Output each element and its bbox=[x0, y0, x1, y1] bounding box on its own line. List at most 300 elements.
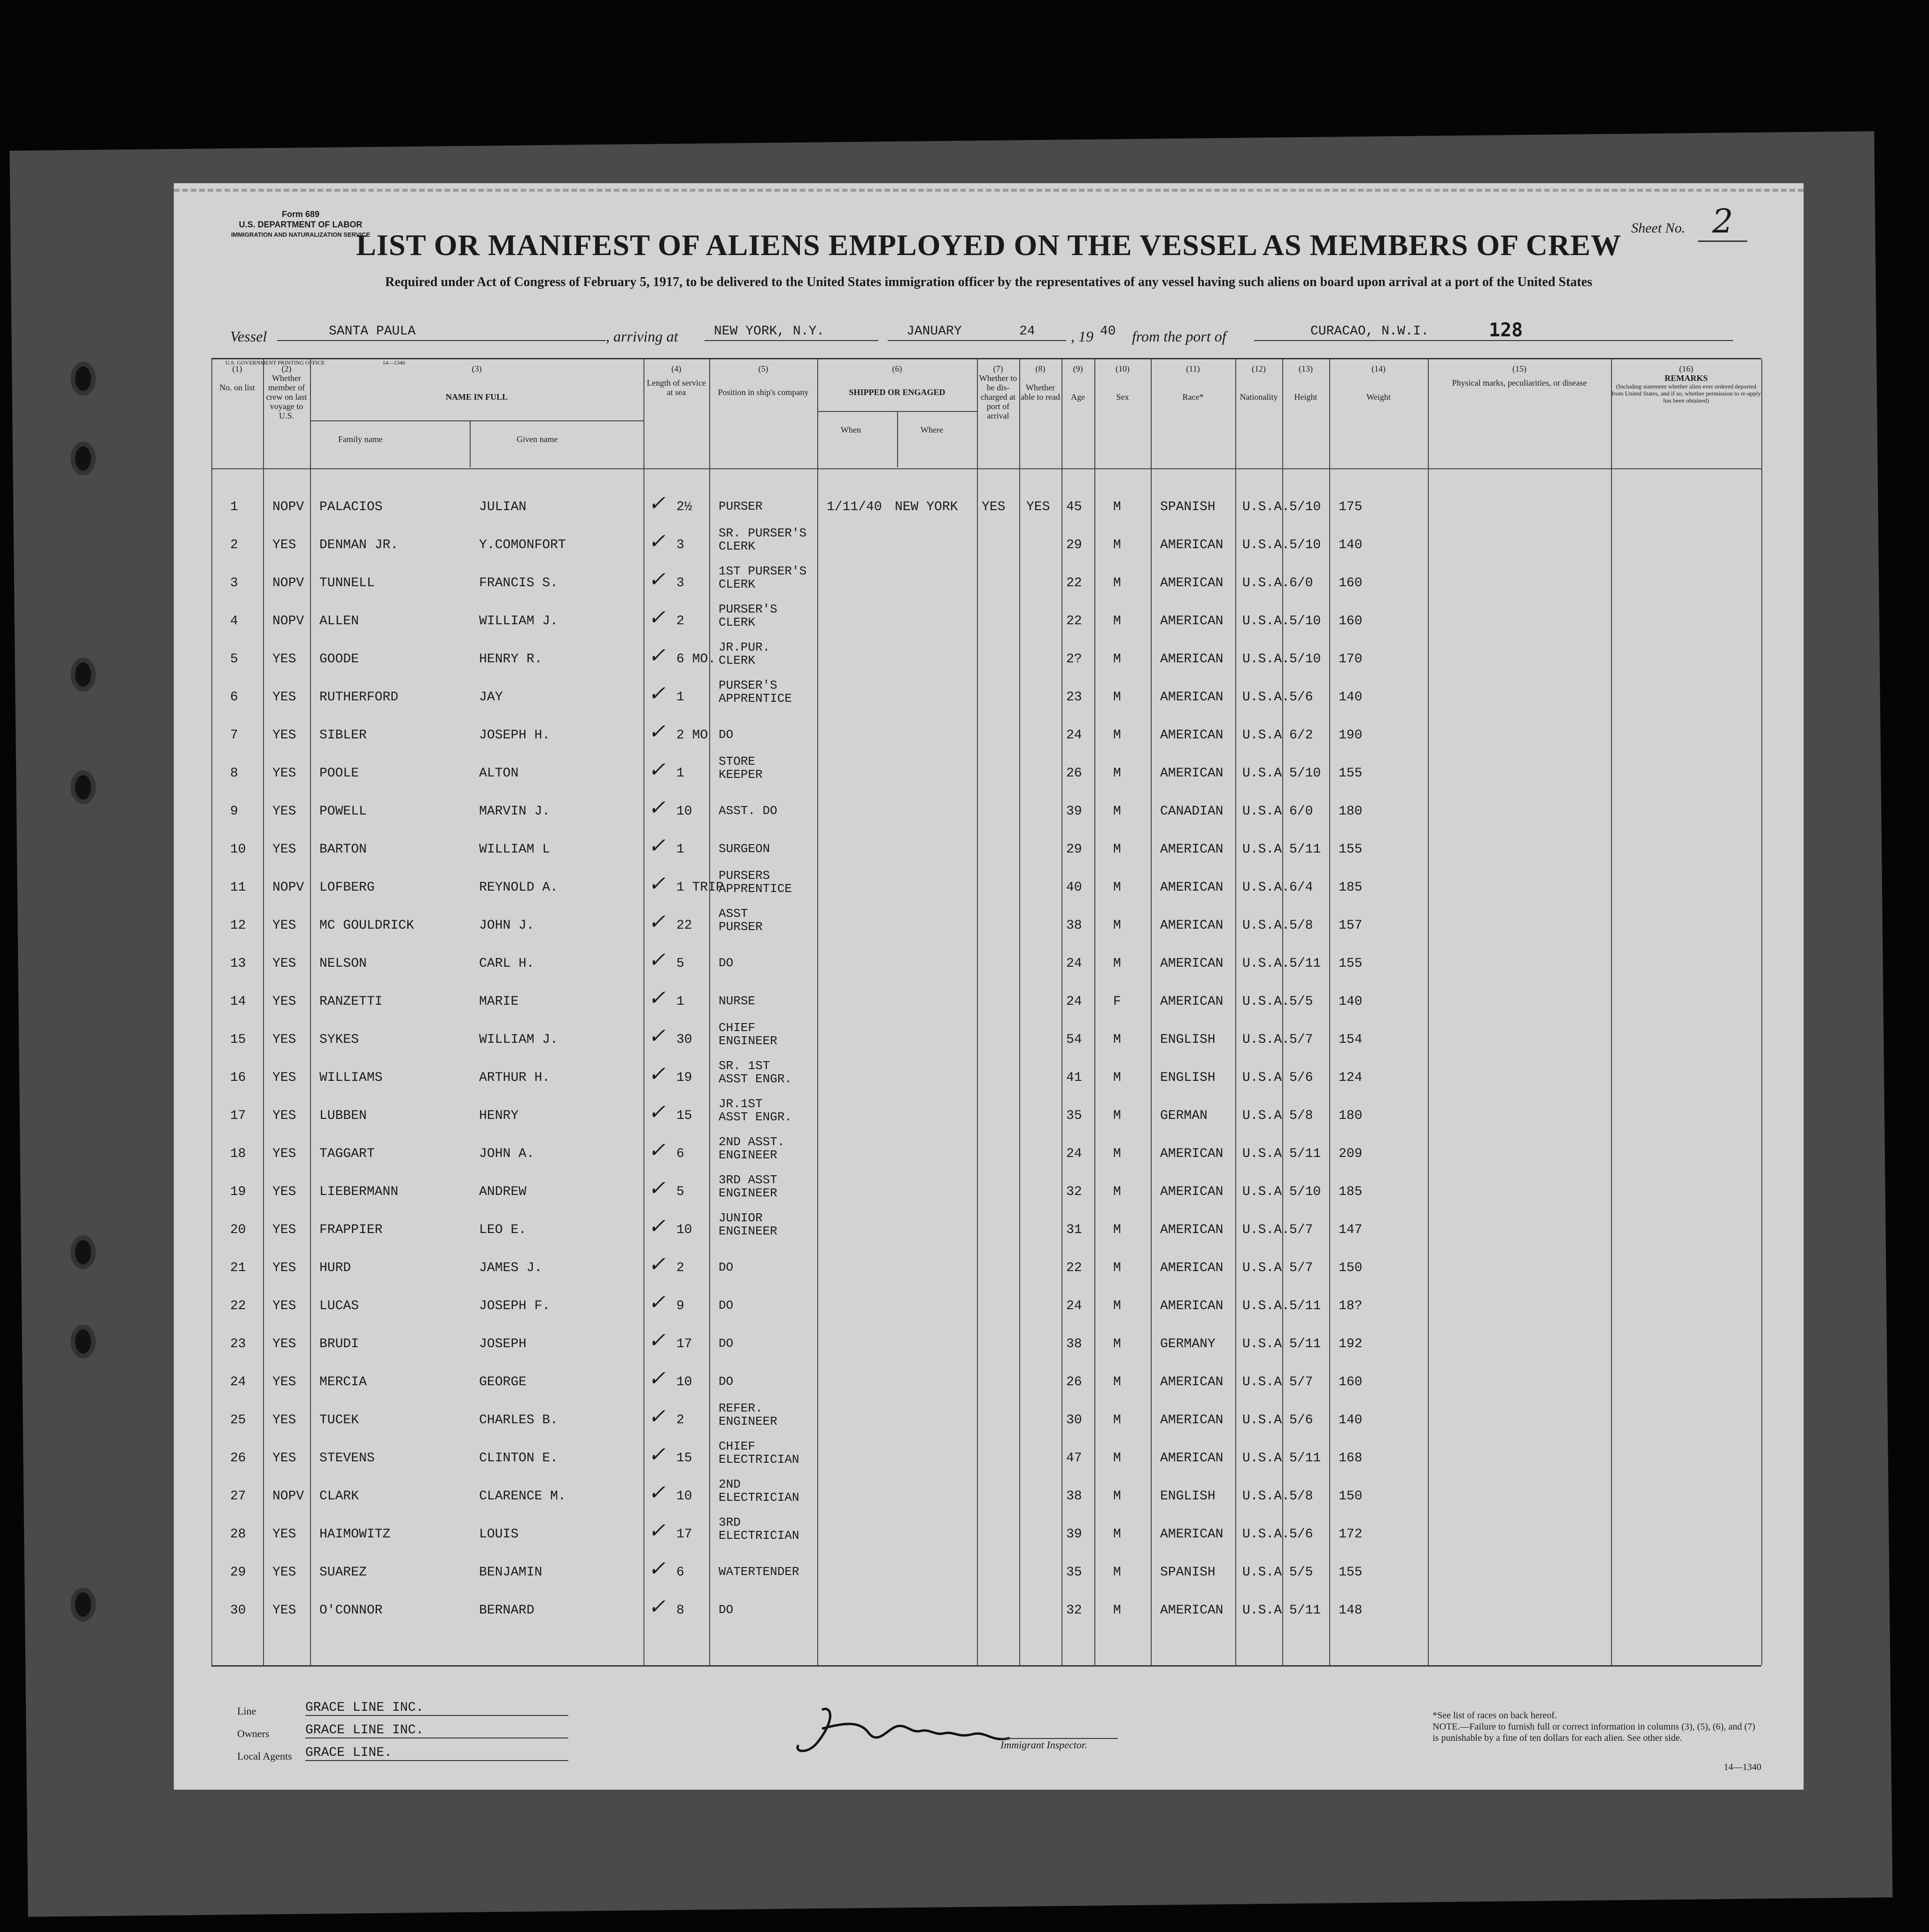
check-mark-icon: ✓ bbox=[648, 1100, 666, 1124]
row-sex: M bbox=[1113, 652, 1121, 667]
row-position bbox=[719, 565, 806, 591]
row-age: 47 bbox=[1066, 1451, 1082, 1466]
row-position-line2: KEEPER bbox=[719, 768, 763, 782]
row-position bbox=[719, 1173, 777, 1200]
row-position-line1: DO bbox=[719, 1374, 734, 1389]
row-position bbox=[719, 842, 770, 855]
row-race: AMERICAN bbox=[1160, 728, 1224, 743]
row-given-name: JAY bbox=[479, 690, 503, 705]
table-row bbox=[211, 1330, 1761, 1368]
row-height: 6/0 bbox=[1289, 576, 1313, 590]
row-position-line1: PURSER'S bbox=[719, 678, 777, 692]
row-crew-flag: NOPV bbox=[272, 576, 304, 590]
arrival-port: NEW YORK, N.Y. bbox=[714, 324, 825, 339]
col-header-read: (8) Whether able to read bbox=[1021, 364, 1060, 402]
binder-hole bbox=[70, 1235, 96, 1269]
note-penalty: NOTE.—Failure to furnish full or correct information in columns (3), (5), (6), and (7) is punishable by a fine of ten dollars for each alien. See other side. bbox=[1433, 1722, 1756, 1743]
table-row bbox=[211, 1597, 1761, 1634]
row-height: 5/6 bbox=[1289, 1413, 1313, 1428]
row-given-name: FRANCIS S. bbox=[479, 576, 558, 590]
row-sex: M bbox=[1113, 614, 1121, 628]
row-sex: M bbox=[1113, 1223, 1121, 1237]
row-age: 45 bbox=[1066, 500, 1082, 514]
row-race: AMERICAN bbox=[1160, 842, 1224, 857]
table-row bbox=[211, 1254, 1761, 1292]
row-position-line1: DO bbox=[719, 1260, 734, 1274]
row-number: 17 bbox=[230, 1109, 246, 1123]
row-weight: 150 bbox=[1339, 1261, 1363, 1275]
row-number: 3 bbox=[230, 576, 238, 590]
row-given-name: JOHN J. bbox=[479, 918, 535, 933]
manifest-footer bbox=[211, 1677, 1761, 1780]
row-position-line1: PURSERS bbox=[719, 869, 770, 883]
row-race: AMERICAN bbox=[1160, 1413, 1224, 1428]
col-header-nationality: (12) Nationality bbox=[1240, 364, 1278, 402]
row-number: 22 bbox=[230, 1299, 246, 1313]
row-given-name: JOSEPH H. bbox=[479, 728, 550, 743]
row-number: 4 bbox=[230, 614, 238, 628]
col-header-sex: (10) Sex bbox=[1116, 364, 1130, 402]
row-position-line1: 3RD ASST bbox=[719, 1173, 777, 1187]
row-crew-flag: YES bbox=[272, 1337, 296, 1351]
row-race: AMERICAN bbox=[1160, 1299, 1224, 1313]
table-row bbox=[211, 526, 1761, 569]
row-race: CANADIAN bbox=[1160, 804, 1224, 819]
row-crew-flag: NOPV bbox=[272, 880, 304, 895]
from-port-label: from the port of bbox=[1132, 328, 1226, 345]
row-age: 39 bbox=[1066, 804, 1082, 819]
col-header-height: (13) Height bbox=[1294, 364, 1317, 402]
row-position bbox=[719, 1516, 799, 1542]
row-service-length: 10 bbox=[676, 1375, 692, 1389]
row-age: 38 bbox=[1066, 1489, 1082, 1504]
table-row bbox=[211, 1135, 1761, 1178]
row-position-line2: PURSER bbox=[719, 920, 763, 934]
row-position-line1: JUNIOR bbox=[719, 1211, 763, 1225]
col-header-service: (4) Length of service at sea bbox=[647, 364, 706, 397]
row-weight: 155 bbox=[1339, 1565, 1363, 1580]
row-position-line1: JR.1ST bbox=[719, 1097, 763, 1111]
row-family-name: LOFBERG bbox=[319, 880, 375, 895]
check-mark-icon: ✓ bbox=[648, 491, 666, 515]
check-mark-icon: ✓ bbox=[648, 1443, 666, 1466]
binder-hole bbox=[70, 1325, 96, 1358]
row-age: 39 bbox=[1066, 1527, 1082, 1542]
row-position-line1: 3RD bbox=[719, 1515, 741, 1529]
row-age: 26 bbox=[1066, 766, 1082, 781]
table-row bbox=[211, 1401, 1761, 1444]
row-family-name: SUAREZ bbox=[319, 1565, 367, 1580]
row-crew-flag: YES bbox=[272, 918, 296, 933]
row-crew-flag: YES bbox=[272, 1109, 296, 1123]
row-number: 7 bbox=[230, 728, 238, 743]
row-race: AMERICAN bbox=[1160, 1147, 1224, 1161]
voyage-details bbox=[230, 319, 1747, 348]
check-mark-icon: ✓ bbox=[648, 986, 666, 1010]
row-nationality: U.S.A. bbox=[1242, 918, 1290, 933]
col-header-weight: (14) Weight bbox=[1366, 364, 1391, 402]
row-age: 2? bbox=[1066, 652, 1082, 667]
row-position-line1: SR. PURSER'S bbox=[719, 526, 807, 540]
row-age: 24 bbox=[1066, 994, 1082, 1009]
row-nationality: U.S.A bbox=[1242, 1603, 1282, 1618]
row-given-name: BERNARD bbox=[479, 1603, 535, 1618]
row-nationality: U.S.A bbox=[1242, 728, 1282, 743]
row-given-name: HENRY bbox=[479, 1109, 519, 1123]
row-position-line2: ENGINEER bbox=[719, 1414, 777, 1428]
row-race: AMERICAN bbox=[1160, 538, 1224, 552]
row-service-length: 8 bbox=[676, 1603, 684, 1618]
row-position-line2: ASST ENGR. bbox=[719, 1072, 792, 1086]
row-nationality: U.S.A. bbox=[1242, 1527, 1290, 1542]
row-weight: 168 bbox=[1339, 1451, 1363, 1466]
table-row bbox=[211, 754, 1761, 797]
row-race: AMERICAN bbox=[1160, 1223, 1224, 1237]
table-row bbox=[211, 640, 1761, 683]
row-crew-flag: YES bbox=[272, 1299, 296, 1313]
row-nationality: U.S.A. bbox=[1242, 576, 1290, 590]
row-height: 6/0 bbox=[1289, 804, 1313, 819]
row-family-name: LUCAS bbox=[319, 1299, 359, 1313]
row-weight: 160 bbox=[1339, 614, 1363, 628]
arrival-day: 24 bbox=[1019, 324, 1035, 339]
row-position bbox=[719, 1337, 733, 1350]
check-mark-icon: ✓ bbox=[648, 1138, 666, 1162]
row-service-length: 17 bbox=[676, 1527, 692, 1542]
col-header-name: (3) NAME IN FULL Family name Given name bbox=[310, 359, 643, 467]
row-position-line1: DO bbox=[719, 956, 734, 970]
row-weight: 18? bbox=[1339, 1299, 1363, 1313]
row-number: 6 bbox=[230, 690, 238, 705]
check-mark-icon: ✓ bbox=[648, 1404, 666, 1428]
row-position bbox=[719, 1440, 799, 1466]
row-family-name: POWELL bbox=[319, 804, 367, 819]
row-family-name: LIEBERMANN bbox=[319, 1185, 399, 1199]
row-family-name: WILLIAMS bbox=[319, 1071, 383, 1085]
table-row bbox=[211, 1515, 1761, 1558]
row-number: 30 bbox=[230, 1603, 246, 1618]
printing-office-line: U.S. GOVERNMENT PRINTING OFFICE 14—1340 bbox=[225, 359, 405, 366]
table-row bbox=[211, 678, 1761, 721]
row-given-name: BENJAMIN bbox=[479, 1565, 542, 1580]
row-age: 54 bbox=[1066, 1032, 1082, 1047]
check-mark-icon: ✓ bbox=[648, 1481, 666, 1505]
row-able-to-read: YES bbox=[1026, 500, 1050, 514]
row-sex: M bbox=[1113, 1032, 1121, 1047]
check-mark-icon: ✓ bbox=[648, 1252, 666, 1276]
row-given-name: ALTON bbox=[479, 766, 519, 781]
agents-value: GRACE LINE. bbox=[305, 1746, 568, 1761]
row-race: AMERICAN bbox=[1160, 994, 1224, 1009]
row-given-name: WILLIAM J. bbox=[479, 614, 558, 628]
row-family-name: SYKES bbox=[319, 1032, 359, 1047]
row-race: AMERICAN bbox=[1160, 1375, 1224, 1389]
row-number: 15 bbox=[230, 1032, 246, 1047]
row-family-name: PALACIOS bbox=[319, 500, 383, 514]
row-family-name: ALLEN bbox=[319, 614, 359, 628]
department-name: U.S. DEPARTMENT OF LABOR bbox=[239, 220, 363, 229]
row-number: 2 bbox=[230, 538, 238, 552]
row-position-line2: CLERK bbox=[719, 539, 756, 553]
row-age: 32 bbox=[1066, 1185, 1082, 1199]
row-weight: 147 bbox=[1339, 1223, 1363, 1237]
row-age: 22 bbox=[1066, 614, 1082, 628]
row-race: AMERICAN bbox=[1160, 652, 1224, 667]
service-name: IMMIGRATION AND NATURALIZATION SERVICE bbox=[231, 231, 371, 238]
row-race: GERMAN bbox=[1160, 1109, 1208, 1123]
table-row bbox=[211, 1559, 1761, 1596]
table-row bbox=[211, 1477, 1761, 1520]
row-age: 22 bbox=[1066, 576, 1082, 590]
row-given-name: CLARENCE M. bbox=[479, 1489, 566, 1504]
row-height: 5/10 bbox=[1289, 1185, 1321, 1199]
row-service-length: 10 bbox=[676, 1223, 692, 1237]
row-service-length: 30 bbox=[676, 1032, 692, 1047]
check-mark-icon: ✓ bbox=[648, 567, 666, 591]
row-height: 5/8 bbox=[1289, 1489, 1313, 1504]
row-race: AMERICAN bbox=[1160, 1451, 1224, 1466]
row-age: 24 bbox=[1066, 1147, 1082, 1161]
row-race: ENGLISH bbox=[1160, 1032, 1216, 1047]
line-label: Line bbox=[237, 1705, 256, 1717]
row-height: 5/10 bbox=[1289, 500, 1321, 514]
row-race: AMERICAN bbox=[1160, 766, 1224, 781]
row-nationality: U.S.A. bbox=[1242, 1223, 1290, 1237]
row-sex: M bbox=[1113, 1489, 1121, 1504]
row-service-length: 10 bbox=[676, 804, 692, 819]
row-number: 29 bbox=[230, 1565, 246, 1580]
row-service-length: 2 MO bbox=[676, 728, 708, 743]
row-height: 5/6 bbox=[1289, 1071, 1313, 1085]
row-height: 5/6 bbox=[1289, 1527, 1313, 1542]
row-crew-flag: YES bbox=[272, 1147, 296, 1161]
col-header-discharged: (7) Whether to be dis-charged at port of arrival bbox=[979, 364, 1017, 420]
row-number: 13 bbox=[230, 956, 246, 971]
row-number: 11 bbox=[230, 880, 246, 895]
sheet-number-value: 2 bbox=[1698, 202, 1747, 242]
col-header-race: (11) Race* bbox=[1182, 364, 1204, 402]
row-nationality: U.S.A bbox=[1242, 1337, 1282, 1351]
row-service-length: 1 TRIP bbox=[676, 880, 724, 895]
row-weight: 140 bbox=[1339, 538, 1363, 552]
manifest-page bbox=[174, 183, 1804, 1790]
row-age: 24 bbox=[1066, 728, 1082, 743]
row-number: 25 bbox=[230, 1413, 246, 1428]
row-given-name: ARTHUR H. bbox=[479, 1071, 550, 1085]
table-row bbox=[211, 1368, 1761, 1406]
row-family-name: TUCEK bbox=[319, 1413, 359, 1428]
row-position bbox=[719, 1211, 777, 1238]
row-weight: 160 bbox=[1339, 1375, 1363, 1389]
table-row bbox=[211, 602, 1761, 645]
row-given-name: HENRY R. bbox=[479, 652, 542, 667]
row-age: 31 bbox=[1066, 1223, 1082, 1237]
row-sex: M bbox=[1113, 842, 1121, 857]
row-nationality: U.S.A bbox=[1242, 1071, 1282, 1085]
row-number: 12 bbox=[230, 918, 246, 933]
row-crew-flag: YES bbox=[272, 1565, 296, 1580]
row-sex: M bbox=[1113, 500, 1121, 514]
table-row bbox=[211, 1021, 1761, 1063]
table-row bbox=[211, 1211, 1761, 1254]
row-height: 5/11 bbox=[1289, 956, 1321, 971]
row-given-name: GEORGE bbox=[479, 1375, 527, 1389]
row-crew-flag: YES bbox=[272, 538, 296, 552]
binder-hole bbox=[70, 1588, 96, 1622]
binder-hole bbox=[70, 442, 96, 475]
row-service-length: 15 bbox=[676, 1109, 692, 1123]
col-header-shipped: (6) SHIPPED OR ENGAGED When Where bbox=[817, 359, 977, 467]
row-nationality: U.S.A bbox=[1242, 1451, 1282, 1466]
row-position-line1: JR.PUR. bbox=[719, 640, 770, 654]
row-crew-flag: YES bbox=[272, 1223, 296, 1237]
row-number: 9 bbox=[230, 804, 238, 819]
row-age: 41 bbox=[1066, 1071, 1082, 1085]
row-position bbox=[719, 527, 806, 553]
table-row bbox=[211, 1439, 1761, 1482]
row-crew-flag: YES bbox=[272, 1451, 296, 1466]
row-number: 10 bbox=[230, 842, 246, 857]
row-sex: M bbox=[1113, 1071, 1121, 1085]
row-weight: 180 bbox=[1339, 804, 1363, 819]
row-sex: M bbox=[1113, 918, 1121, 933]
row-position-line1: PURSER bbox=[719, 499, 763, 513]
row-family-name: HAIMOWITZ bbox=[319, 1527, 391, 1542]
row-position bbox=[719, 994, 755, 1008]
row-nationality: U.S.A bbox=[1242, 1413, 1282, 1428]
row-crew-flag: YES bbox=[272, 1261, 296, 1275]
row-race: ENGLISH bbox=[1160, 1489, 1216, 1504]
year-prefix: , 19 bbox=[1071, 328, 1093, 345]
row-race: AMERICAN bbox=[1160, 576, 1224, 590]
row-height: 5/8 bbox=[1289, 918, 1313, 933]
row-discharged: YES bbox=[982, 500, 1006, 514]
row-number: 26 bbox=[230, 1451, 246, 1466]
row-position bbox=[719, 956, 733, 970]
row-given-name: MARVIN J. bbox=[479, 804, 550, 819]
binder-hole bbox=[70, 362, 96, 396]
row-sex: M bbox=[1113, 1565, 1121, 1580]
row-service-length: 10 bbox=[676, 1489, 692, 1504]
row-weight: 175 bbox=[1339, 500, 1363, 514]
row-height: 5/11 bbox=[1289, 1147, 1321, 1161]
sheet-number-label: Sheet No. bbox=[1631, 220, 1685, 236]
row-age: 24 bbox=[1066, 1299, 1082, 1313]
row-shipped-where: NEW YORK bbox=[895, 500, 958, 514]
row-weight: 180 bbox=[1339, 1109, 1363, 1123]
binder-hole bbox=[70, 770, 96, 804]
row-position-line2: ENGINEER bbox=[719, 1186, 777, 1200]
row-number: 24 bbox=[230, 1375, 246, 1389]
row-weight: 170 bbox=[1339, 652, 1363, 667]
footer-print-code: 14—1340 bbox=[1724, 1762, 1761, 1772]
check-mark-icon: ✓ bbox=[648, 605, 666, 629]
inspector-label: Immigrant Inspector. bbox=[1000, 1738, 1118, 1751]
row-position bbox=[719, 1021, 777, 1047]
row-age: 32 bbox=[1066, 1603, 1082, 1618]
crew-table bbox=[211, 358, 1761, 1667]
row-number: 23 bbox=[230, 1337, 246, 1351]
row-nationality: U.S.A bbox=[1242, 1147, 1282, 1161]
table-row bbox=[211, 950, 1761, 987]
row-position-line1: ASST bbox=[719, 907, 748, 921]
row-weight: 192 bbox=[1339, 1337, 1363, 1351]
row-service-length: 1 bbox=[676, 766, 684, 781]
check-mark-icon: ✓ bbox=[648, 1290, 666, 1314]
row-sex: M bbox=[1113, 576, 1121, 590]
check-mark-icon: ✓ bbox=[648, 1519, 666, 1543]
col-header-age: (9) Age bbox=[1071, 364, 1085, 402]
row-height: 5/11 bbox=[1289, 842, 1321, 857]
row-position bbox=[719, 641, 770, 667]
row-number: 16 bbox=[230, 1071, 246, 1085]
row-height: 5/10 bbox=[1289, 538, 1321, 552]
row-nationality: U.S.A. bbox=[1242, 880, 1290, 895]
row-height: 5/8 bbox=[1289, 1109, 1313, 1123]
row-family-name: GOODE bbox=[319, 652, 359, 667]
table-row bbox=[211, 907, 1761, 949]
row-sex: M bbox=[1113, 804, 1121, 819]
row-position-line1: STORE bbox=[719, 754, 756, 768]
row-position-line1: REFER. bbox=[719, 1401, 763, 1415]
row-shipped-when: 1/11/40 bbox=[827, 500, 882, 514]
owners-value: GRACE LINE INC. bbox=[305, 1723, 568, 1738]
row-family-name: FRAPPIER bbox=[319, 1223, 383, 1237]
row-crew-flag: YES bbox=[272, 1185, 296, 1199]
table-row bbox=[211, 493, 1761, 531]
row-family-name: MERCIA bbox=[319, 1375, 367, 1389]
row-sex: M bbox=[1113, 1413, 1121, 1428]
row-position-line2: ENGINEER bbox=[719, 1148, 777, 1162]
row-nationality: U.S.A. bbox=[1242, 538, 1290, 552]
row-age: 35 bbox=[1066, 1109, 1082, 1123]
row-given-name: REYNOLD A. bbox=[479, 880, 558, 895]
row-nationality: U.S.A. bbox=[1242, 1299, 1290, 1313]
check-mark-icon: ✓ bbox=[648, 910, 666, 934]
row-family-name: BRUDI bbox=[319, 1337, 359, 1351]
row-crew-flag: NOPV bbox=[272, 1489, 304, 1504]
row-height: 5/7 bbox=[1289, 1032, 1313, 1047]
row-sex: M bbox=[1113, 1109, 1121, 1123]
row-position bbox=[719, 1603, 733, 1616]
row-age: 23 bbox=[1066, 690, 1082, 705]
table-row bbox=[211, 1097, 1761, 1140]
row-weight: 148 bbox=[1339, 1603, 1363, 1618]
row-position-line2: ELECTRICIAN bbox=[719, 1529, 799, 1543]
row-given-name: JOSEPH bbox=[479, 1337, 527, 1351]
row-position-line2: APPRENTICE bbox=[719, 691, 792, 706]
row-nationality: U.S.A bbox=[1242, 1185, 1282, 1199]
row-weight: 140 bbox=[1339, 690, 1363, 705]
row-position-line1: SURGEON bbox=[719, 842, 770, 856]
row-position-line1: DO bbox=[719, 1336, 734, 1350]
row-weight: 190 bbox=[1339, 728, 1363, 743]
row-nationality: U.S.A. bbox=[1242, 994, 1290, 1009]
col-header-remarks: (16) REMARKS (Including statement whether alien ever ordered deported from United States, and if so, whether permission to re-apply has been obtained) bbox=[1611, 364, 1761, 404]
row-age: 22 bbox=[1066, 1261, 1082, 1275]
row-crew-flag: YES bbox=[272, 1032, 296, 1047]
arrival-year: 40 bbox=[1100, 324, 1116, 339]
row-height: 5/10 bbox=[1289, 614, 1321, 628]
row-weight: 157 bbox=[1339, 918, 1363, 933]
row-family-name: STEVENS bbox=[319, 1451, 375, 1466]
row-position-line1: DO bbox=[719, 1298, 734, 1312]
row-height: 6/2 bbox=[1289, 728, 1313, 743]
row-service-length: 6 bbox=[676, 1565, 684, 1580]
check-mark-icon: ✓ bbox=[648, 644, 666, 667]
row-weight: 209 bbox=[1339, 1147, 1363, 1161]
row-position-line2: APPRENTICE bbox=[719, 882, 792, 896]
